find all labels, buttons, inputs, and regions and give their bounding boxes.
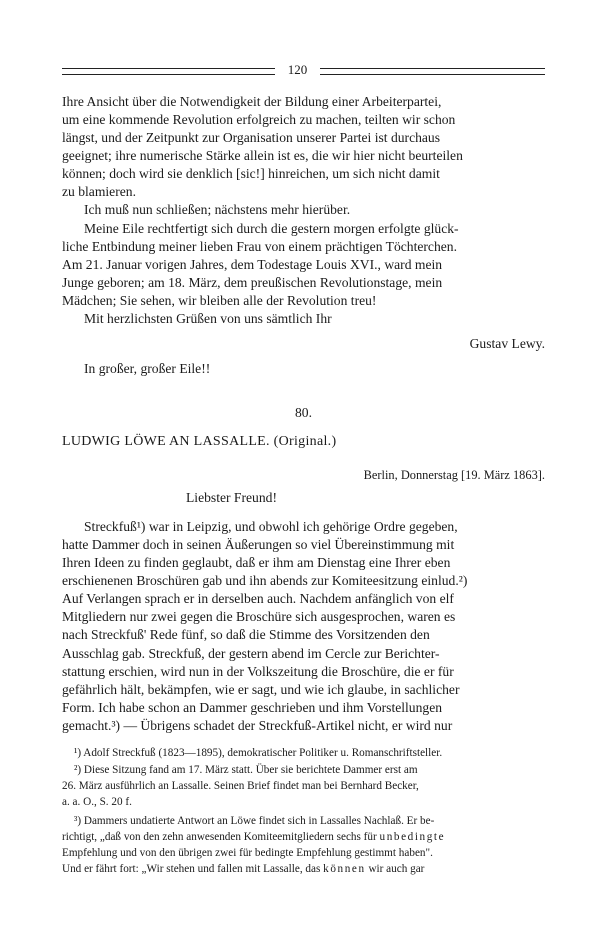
text-line: geeignet; ihre numerische Stärke allein ist es, die wir hier nicht beurteilen bbox=[62, 148, 463, 163]
text-line: zu blamieren. bbox=[62, 184, 136, 199]
footnote-2-line: ²) Diese Sitzung fand am 17. März statt. Über sie berichtete Dammer erst am bbox=[74, 764, 418, 776]
text-line: Junge geboren; am 18. März, dem preußischen Revolutionstage, mein bbox=[62, 275, 443, 290]
dateline: Berlin, Donnerstag [19. März 1863]. bbox=[363, 468, 545, 482]
footnote-3-line: ³) Dammers undatierte Antwort an Löwe findet sich in Lassalles Nachlaß. Er be- bbox=[74, 815, 435, 827]
text-line: Ausschlag gab. Streckfuß, der gestern abend im Cercle zur Berichter- bbox=[62, 646, 440, 661]
text-line: Ihren Ideen zu finden geglaubt, daß er ihm am Dienstag eine Ihrer eben bbox=[62, 555, 451, 570]
text-line: Auf Verlangen sprach er in derselben auch. Nachdem anfänglich von elf bbox=[62, 591, 454, 606]
footnote-3-line bbox=[62, 830, 545, 845]
postscript: In großer, großer Eile!! bbox=[84, 361, 211, 376]
text-line: Streckfuß¹) war in Leipzig, und obwohl ich gehörige Ordre gegeben, bbox=[84, 519, 458, 534]
text-line: hatte Dammer doch in seinen Äußerungen so viel Übereinstimmung mit bbox=[62, 537, 455, 552]
text-line: nach Streckfuß' Rede fünf, so daß die Stimme des Vorsitzenden den bbox=[62, 627, 430, 642]
letter-heading bbox=[62, 433, 545, 451]
footnote-3-text: wir auch gar bbox=[365, 863, 425, 875]
footnote-3-text: Und er fährt fort: „Wir stehen und fallen mit Lassalle, das bbox=[62, 863, 324, 875]
page-header bbox=[62, 64, 545, 78]
text-line: längst, und der Zeitpunkt zur Organisation unserer Partei ist durchaus bbox=[62, 130, 441, 145]
footnote-3-line: Empfehlung und von den übrigen zwei für bedingte Empfehlung gestimmt haben". bbox=[62, 847, 433, 859]
text-line: liche Entbindung meiner lieben Frau von einem prächtigen Töchterchen. bbox=[62, 239, 457, 254]
footnote-3-line bbox=[62, 862, 545, 877]
letter-title-note: (Original.) bbox=[273, 434, 337, 449]
text-line: Mitgliedern nur zwei gegen die Broschüre sich ausgesprochen, waren es bbox=[62, 609, 456, 624]
text-line: Ihre Ansicht über die Notwendigkeit der Bildung einer Arbeiterpartei, bbox=[62, 94, 442, 109]
footnote-2-line: 26. März ausführlich an Lassalle. Seinen Brief findet man bei Bernhard Becker, bbox=[62, 780, 419, 792]
footnote-3-text: richtigt, „daß von den zehn anwesenden Komiteemitgliedern sechs für bbox=[62, 831, 380, 843]
text-line: um eine kommende Revolution erfolgreich zu machen, teilten wir schon bbox=[62, 112, 456, 127]
letter-number: 80. bbox=[295, 405, 312, 420]
header-rule-right bbox=[320, 68, 545, 75]
text-line: Meine Eile rechtfertigt sich durch die gestern morgen erfolgte glück- bbox=[84, 221, 459, 236]
text-line: Mädchen; Sie sehen, wir bleiben alle der Revolution treu! bbox=[62, 293, 377, 308]
header-rule-left bbox=[62, 68, 275, 75]
footnote-3-spaced-word: unbedingte bbox=[379, 831, 446, 843]
footnote-3-spaced-word: können bbox=[323, 863, 366, 875]
text-line: Ich muß nun schließen; nächstens mehr hierüber. bbox=[84, 202, 351, 217]
text-line: Am 21. Januar vorigen Jahres, dem Todestage Louis XVI., ward mein bbox=[62, 257, 443, 272]
text-line: können; doch wird sie denklich [sic!] hinreichen, um sich nicht damit bbox=[62, 166, 440, 181]
text-line: gefährlich hält, bekämpfen, wie er sagt, und wie ich glaube, in sachlicher bbox=[62, 682, 460, 697]
footnote-1: ¹) Adolf Streckfuß (1823—1895), demokratischer Politiker u. Romanschriftsteller. bbox=[74, 747, 443, 759]
text-line: Form. Ich habe schon an Dammer geschrieben und ihm Vorstellungen bbox=[62, 700, 443, 715]
salutation: Liebster Freund! bbox=[186, 490, 277, 505]
text-line: erschienenen Broschüren gab und ihn abends zur Komiteesitzung einlud.²) bbox=[62, 573, 468, 588]
text-line: stattung erschien, wird nun in der Volkszeitung die Broschüre, die er für bbox=[62, 664, 454, 679]
text-line: Mit herzlichsten Grüßen von uns sämtlich Ihr bbox=[84, 311, 332, 326]
letter-title: LUDWIG LÖWE AN LASSALLE. bbox=[62, 434, 270, 449]
footnote-2-line: a. a. O., S. 20 f. bbox=[62, 796, 132, 808]
text-line: gemacht.³) — Übrigens schadet der Streckfuß-Artikel nicht, er wird nur bbox=[62, 718, 453, 733]
signature: Gustav Lewy. bbox=[469, 336, 545, 351]
page-number: 120 bbox=[287, 62, 308, 77]
